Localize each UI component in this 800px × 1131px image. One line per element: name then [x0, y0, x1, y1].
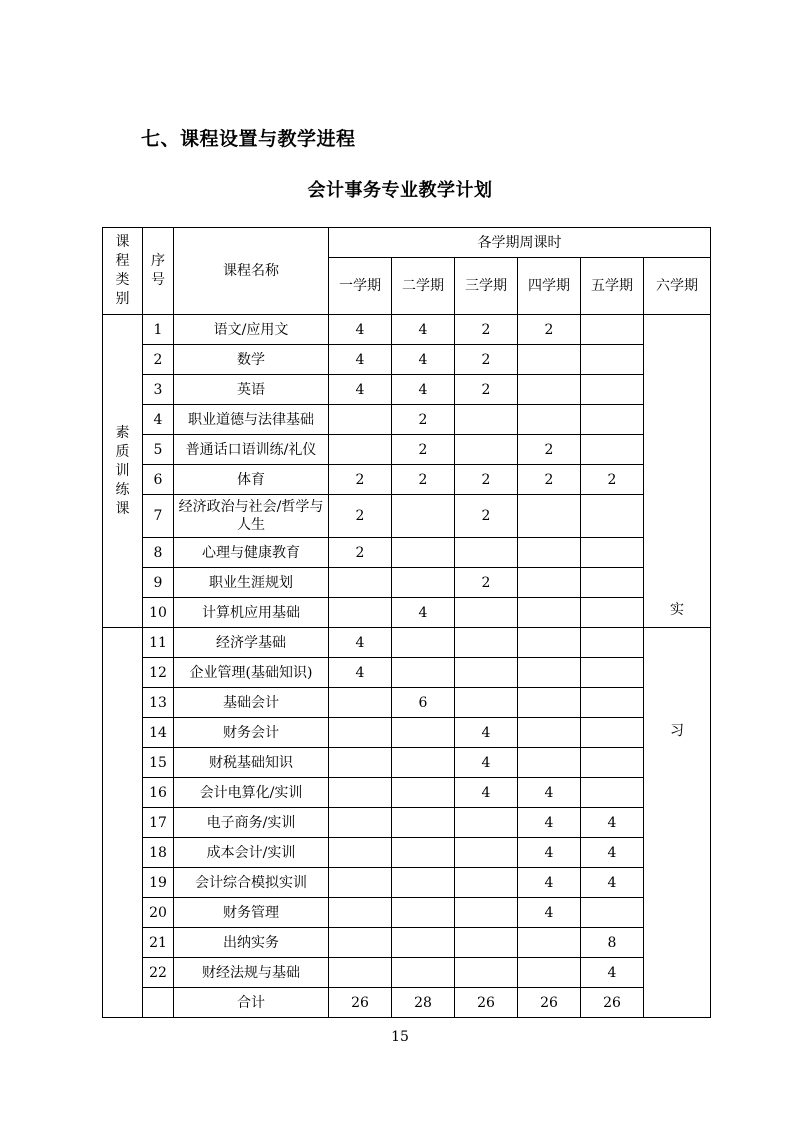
hours-cell: 2 [455, 568, 518, 598]
hours-cell [392, 628, 455, 658]
total-hours-cell: 26 [455, 988, 518, 1018]
table-row [103, 838, 711, 868]
hours-cell [455, 598, 518, 628]
hours-cell [329, 688, 392, 718]
table-row [103, 538, 711, 568]
hours-cell [518, 628, 581, 658]
hours-cell: 4 [518, 808, 581, 838]
hours-cell [329, 928, 392, 958]
hours-cell [518, 658, 581, 688]
table-row [103, 748, 711, 778]
hours-cell: 2 [455, 375, 518, 405]
course-name-cell: 会计电算化/实训 [174, 778, 329, 808]
hours-cell: 4 [518, 868, 581, 898]
hours-cell: 4 [392, 598, 455, 628]
hours-cell [518, 538, 581, 568]
hours-cell [329, 838, 392, 868]
seq-cell: 6 [143, 465, 174, 495]
course-name-cell: 财经法规与基础 [174, 958, 329, 988]
semester-header: 六学期 [644, 258, 711, 315]
hours-cell [581, 538, 644, 568]
seq-cell: 16 [143, 778, 174, 808]
hours-cell: 4 [329, 345, 392, 375]
course-name-cell: 普通话口语训练/礼仪 [174, 435, 329, 465]
hours-cell: 4 [581, 808, 644, 838]
seq-cell: 15 [143, 748, 174, 778]
hours-cell: 4 [581, 838, 644, 868]
hours-cell [455, 898, 518, 928]
course-name-cell: 数学 [174, 345, 329, 375]
hours-cell [329, 568, 392, 598]
hours-cell [581, 405, 644, 435]
hours-cell: 4 [455, 718, 518, 748]
table-row [103, 465, 711, 495]
course-name-cell: 会计综合模拟实训 [174, 868, 329, 898]
hours-cell [329, 898, 392, 928]
seq-cell: 11 [143, 628, 174, 658]
section-heading: 七、课程设置与教学进程 [141, 128, 356, 150]
hours-cell [392, 838, 455, 868]
hours-cell: 4 [518, 898, 581, 928]
table-row [103, 628, 711, 658]
internship-cell [644, 315, 711, 628]
hours-cell: 2 [518, 435, 581, 465]
course-name-cell: 心理与健康教育 [174, 538, 329, 568]
total-hours-cell: 26 [329, 988, 392, 1018]
table-title: 会计事务专业教学计划 [307, 180, 493, 201]
category-cell [103, 628, 143, 1018]
course-name-cell: 经济政治与社会/哲学与人生 [174, 495, 329, 538]
internship-label: 习 [670, 723, 685, 739]
hours-cell [392, 778, 455, 808]
hours-cell [329, 718, 392, 748]
hours-cell [392, 718, 455, 748]
hours-cell [329, 598, 392, 628]
course-name-cell: 财务管理 [174, 898, 329, 928]
hours-cell: 2 [518, 465, 581, 495]
hours-cell [581, 345, 644, 375]
table-row [103, 568, 711, 598]
hours-cell: 4 [329, 658, 392, 688]
seq-cell: 13 [143, 688, 174, 718]
table-row [103, 598, 711, 628]
seq-cell: 3 [143, 375, 174, 405]
seq-cell [143, 988, 174, 1018]
category-label: 素质训练课 [115, 424, 130, 517]
hours-cell [329, 778, 392, 808]
hours-cell: 6 [392, 688, 455, 718]
table-row [103, 315, 711, 345]
hours-cell [581, 315, 644, 345]
seq-cell: 7 [143, 495, 174, 538]
semester-header: 一学期 [329, 258, 392, 315]
seq-cell: 2 [143, 345, 174, 375]
hours-cell [581, 598, 644, 628]
hours-cell: 4 [581, 958, 644, 988]
seq-cell: 9 [143, 568, 174, 598]
course-name-header: 课程名称 [174, 228, 329, 315]
hours-cell [392, 658, 455, 688]
hours-cell [581, 718, 644, 748]
total-hours-cell: 26 [518, 988, 581, 1018]
seq-cell: 12 [143, 658, 174, 688]
course-name-cell: 成本会计/实训 [174, 838, 329, 868]
seq-cell: 5 [143, 435, 174, 465]
hours-cell [581, 375, 644, 405]
hours-cell: 2 [518, 315, 581, 345]
hours-cell [581, 628, 644, 658]
teaching-plan-table [102, 227, 711, 1018]
hours-cell [518, 688, 581, 718]
page-number: 15 [391, 1029, 409, 1045]
hours-cell: 2 [455, 465, 518, 495]
course-name-cell: 英语 [174, 375, 329, 405]
hours-cell [392, 868, 455, 898]
category-cell [103, 315, 143, 628]
hours-cell: 4 [392, 375, 455, 405]
hours-cell [518, 928, 581, 958]
semester-header: 三学期 [455, 258, 518, 315]
total-row [103, 988, 711, 1018]
semester-header: 五学期 [581, 258, 644, 315]
semester-header: 二学期 [392, 258, 455, 315]
course-name-cell: 体育 [174, 465, 329, 495]
hours-cell [392, 928, 455, 958]
hours-cell [518, 495, 581, 538]
hours-cell [455, 808, 518, 838]
seq-cell: 1 [143, 315, 174, 345]
hours-cell [581, 748, 644, 778]
hours-cell [329, 868, 392, 898]
hours-cell [392, 568, 455, 598]
table-row [103, 375, 711, 405]
table-row [103, 405, 711, 435]
hours-cell: 2 [455, 315, 518, 345]
seq-cell: 4 [143, 405, 174, 435]
hours-cell: 4 [392, 315, 455, 345]
seq-cell: 8 [143, 538, 174, 568]
hours-cell [455, 868, 518, 898]
hours-cell [392, 748, 455, 778]
hours-cell [455, 628, 518, 658]
table-row [103, 898, 711, 928]
hours-cell [581, 495, 644, 538]
hours-cell [455, 435, 518, 465]
table-row [103, 958, 711, 988]
seq-header: 序号 [143, 228, 174, 315]
table-row [103, 688, 711, 718]
course-name-cell: 财税基础知识 [174, 748, 329, 778]
hours-cell [518, 345, 581, 375]
seq-cell: 18 [143, 838, 174, 868]
semester-header: 四学期 [518, 258, 581, 315]
hours-cell: 2 [329, 495, 392, 538]
hours-cell: 4 [392, 345, 455, 375]
course-name-cell: 出纳实务 [174, 928, 329, 958]
table-row [103, 868, 711, 898]
table-row [103, 778, 711, 808]
course-name-cell: 经济学基础 [174, 628, 329, 658]
hours-cell [518, 405, 581, 435]
hours-cell: 2 [329, 538, 392, 568]
table-row [103, 718, 711, 748]
course-name-cell: 语文/应用文 [174, 315, 329, 345]
total-label: 合计 [174, 988, 329, 1018]
hours-cell [581, 898, 644, 928]
course-name-cell: 电子商务/实训 [174, 808, 329, 838]
table-row [103, 658, 711, 688]
internship-cell [644, 628, 711, 1018]
hours-cell: 4 [455, 778, 518, 808]
category-header: 课程类别 [103, 228, 143, 315]
hours-cell [518, 718, 581, 748]
hours-cell [392, 808, 455, 838]
seq-cell: 14 [143, 718, 174, 748]
total-hours-cell: 26 [581, 988, 644, 1018]
hours-cell: 2 [392, 405, 455, 435]
hours-cell [329, 405, 392, 435]
table-row [103, 928, 711, 958]
seq-cell: 10 [143, 598, 174, 628]
hours-cell: 4 [518, 778, 581, 808]
hours-cell [329, 808, 392, 838]
hours-cell [392, 958, 455, 988]
hours-cell [455, 838, 518, 868]
hours-cell [518, 568, 581, 598]
hours-cell [455, 405, 518, 435]
hours-cell: 2 [329, 465, 392, 495]
hours-cell [581, 435, 644, 465]
weekly-hours-header: 各学期周课时 [329, 228, 711, 258]
seq-cell: 22 [143, 958, 174, 988]
hours-cell: 2 [392, 435, 455, 465]
hours-cell [455, 958, 518, 988]
hours-cell [392, 538, 455, 568]
table-row [103, 495, 711, 538]
hours-cell [455, 928, 518, 958]
hours-cell [518, 958, 581, 988]
course-name-cell: 基础会计 [174, 688, 329, 718]
hours-cell [455, 688, 518, 718]
hours-cell [329, 748, 392, 778]
hours-cell: 4 [581, 868, 644, 898]
table-row [103, 808, 711, 838]
hours-cell: 4 [329, 375, 392, 405]
hours-cell [392, 898, 455, 928]
hours-cell [455, 658, 518, 688]
hours-cell [455, 538, 518, 568]
course-name-cell: 企业管理(基础知识) [174, 658, 329, 688]
hours-cell [518, 598, 581, 628]
hours-cell: 2 [455, 345, 518, 375]
internship-label: 实 [670, 602, 685, 618]
total-hours-cell: 28 [392, 988, 455, 1018]
hours-cell [581, 688, 644, 718]
hours-cell [392, 495, 455, 538]
course-name-cell: 职业生涯规划 [174, 568, 329, 598]
table-row [103, 345, 711, 375]
table-row [103, 435, 711, 465]
hours-cell [581, 778, 644, 808]
seq-cell: 21 [143, 928, 174, 958]
hours-cell [518, 375, 581, 405]
seq-cell: 20 [143, 898, 174, 928]
hours-cell: 4 [455, 748, 518, 778]
hours-cell: 2 [392, 465, 455, 495]
header-row [103, 228, 711, 258]
hours-cell: 8 [581, 928, 644, 958]
hours-cell: 2 [455, 495, 518, 538]
hours-cell [518, 748, 581, 778]
course-name-cell: 职业道德与法律基础 [174, 405, 329, 435]
hours-cell: 4 [329, 628, 392, 658]
hours-cell [329, 435, 392, 465]
course-name-cell: 计算机应用基础 [174, 598, 329, 628]
hours-cell [329, 958, 392, 988]
hours-cell [581, 568, 644, 598]
hours-cell [581, 658, 644, 688]
seq-cell: 17 [143, 808, 174, 838]
seq-cell: 19 [143, 868, 174, 898]
course-name-cell: 财务会计 [174, 718, 329, 748]
hours-cell: 4 [329, 315, 392, 345]
hours-cell: 4 [518, 838, 581, 868]
hours-cell: 2 [581, 465, 644, 495]
